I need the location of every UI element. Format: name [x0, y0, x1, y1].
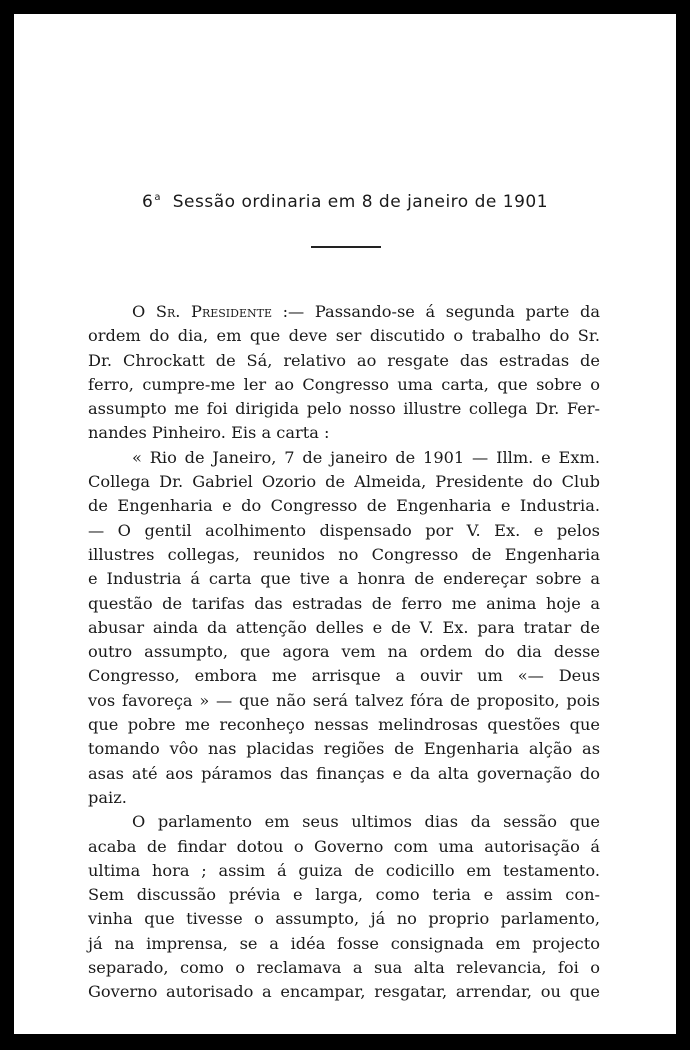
text-line: e Industria á carta que tive a honra de endereçar sobre a — [88, 569, 600, 589]
heading-text: Sessão ordinaria em 8 de janeiro de 1901 — [172, 192, 549, 212]
heading-rule — [311, 246, 381, 248]
text-line: que pobre me reconheço nessas melindrosas questões que — [88, 715, 600, 735]
text-line: Governo autorisado a encampar, resgatar, arrendar, ou que — [88, 982, 600, 1002]
text-line: ferro, cumpre-me ler ao Congresso uma carta, que sobre o — [88, 374, 600, 394]
text-line: de Engenharia e do Congresso de Engenharia e Industria. — [88, 496, 600, 516]
text-line: assumpto me foi dirigida pelo nosso illustre collega Dr. Fer- — [88, 399, 600, 419]
text-line: Congresso, embora me arrisque a ouvir um «— Deus — [88, 666, 600, 686]
session-heading — [14, 192, 676, 212]
text-line: separado, como o reclamava a sua alta relevancia, foi o — [88, 958, 600, 978]
heading-ordinal-sup: a — [154, 192, 161, 203]
text-line: — O gentil acolhimento dispensado por V. Ex. e pelos — [88, 520, 600, 540]
text-line: outro assumpto, que agora vem na ordem do dia desse — [88, 642, 600, 662]
text-line: questão de tarifas das estradas de ferro me anima hoje a — [88, 593, 600, 613]
text-line: asas até aos páramos das finanças e da alta governação do — [88, 763, 600, 783]
text-line: O parlamento em seus ultimos dias da sessão que — [132, 812, 600, 832]
text-line: « Rio de Janeiro, 7 de janeiro de 1901 — Illm. e Exm. — [132, 447, 600, 467]
text-line: Dr. Chrockatt de Sá, relativo ao resgate das estradas de — [88, 350, 600, 370]
speaker-label: O Sr. Presidente :— — [132, 302, 305, 321]
text-line: tomando vôo nas placidas regiões de Engenharia alção as — [88, 739, 600, 759]
text-line: abusar ainda da attenção delles e de V. Ex. para tratar de — [88, 617, 600, 637]
text-line: Collega Dr. Gabriel Ozorio de Almeida, Presidente do Club — [88, 472, 600, 492]
text-line: illustres collegas, reunidos no Congresso de Engenharia — [88, 544, 600, 564]
body-text — [88, 300, 600, 1005]
text-line: ultima hora ; assim á guiza de codicillo em testamento. — [88, 860, 600, 880]
text-line: ordem do dia, em que deve ser discutido o trabalho do Sr. — [88, 326, 600, 346]
text-line: já na imprensa, se a idéa fosse consignada em projecto — [88, 933, 600, 953]
text-line: paiz. — [88, 787, 127, 807]
text-line: Sem discussão prévia e larga, como teria e assim con- — [88, 885, 600, 905]
document-page — [14, 14, 676, 1034]
text-line: vinha que tivesse o assumpto, já no proprio parlamento, — [88, 909, 600, 929]
text-line: nandes Pinheiro. Eis a carta : — [88, 423, 330, 443]
heading-ordinal: 6 — [141, 192, 154, 212]
text-line: O Sr. Presidente :— Passando-se á segunda parte da — [132, 302, 600, 321]
text-line: vos favoreça » — que não será talvez fóra de proposito, pois — [88, 690, 600, 710]
text-line: acaba de findar dotou o Governo com uma autorisação á — [88, 836, 600, 856]
